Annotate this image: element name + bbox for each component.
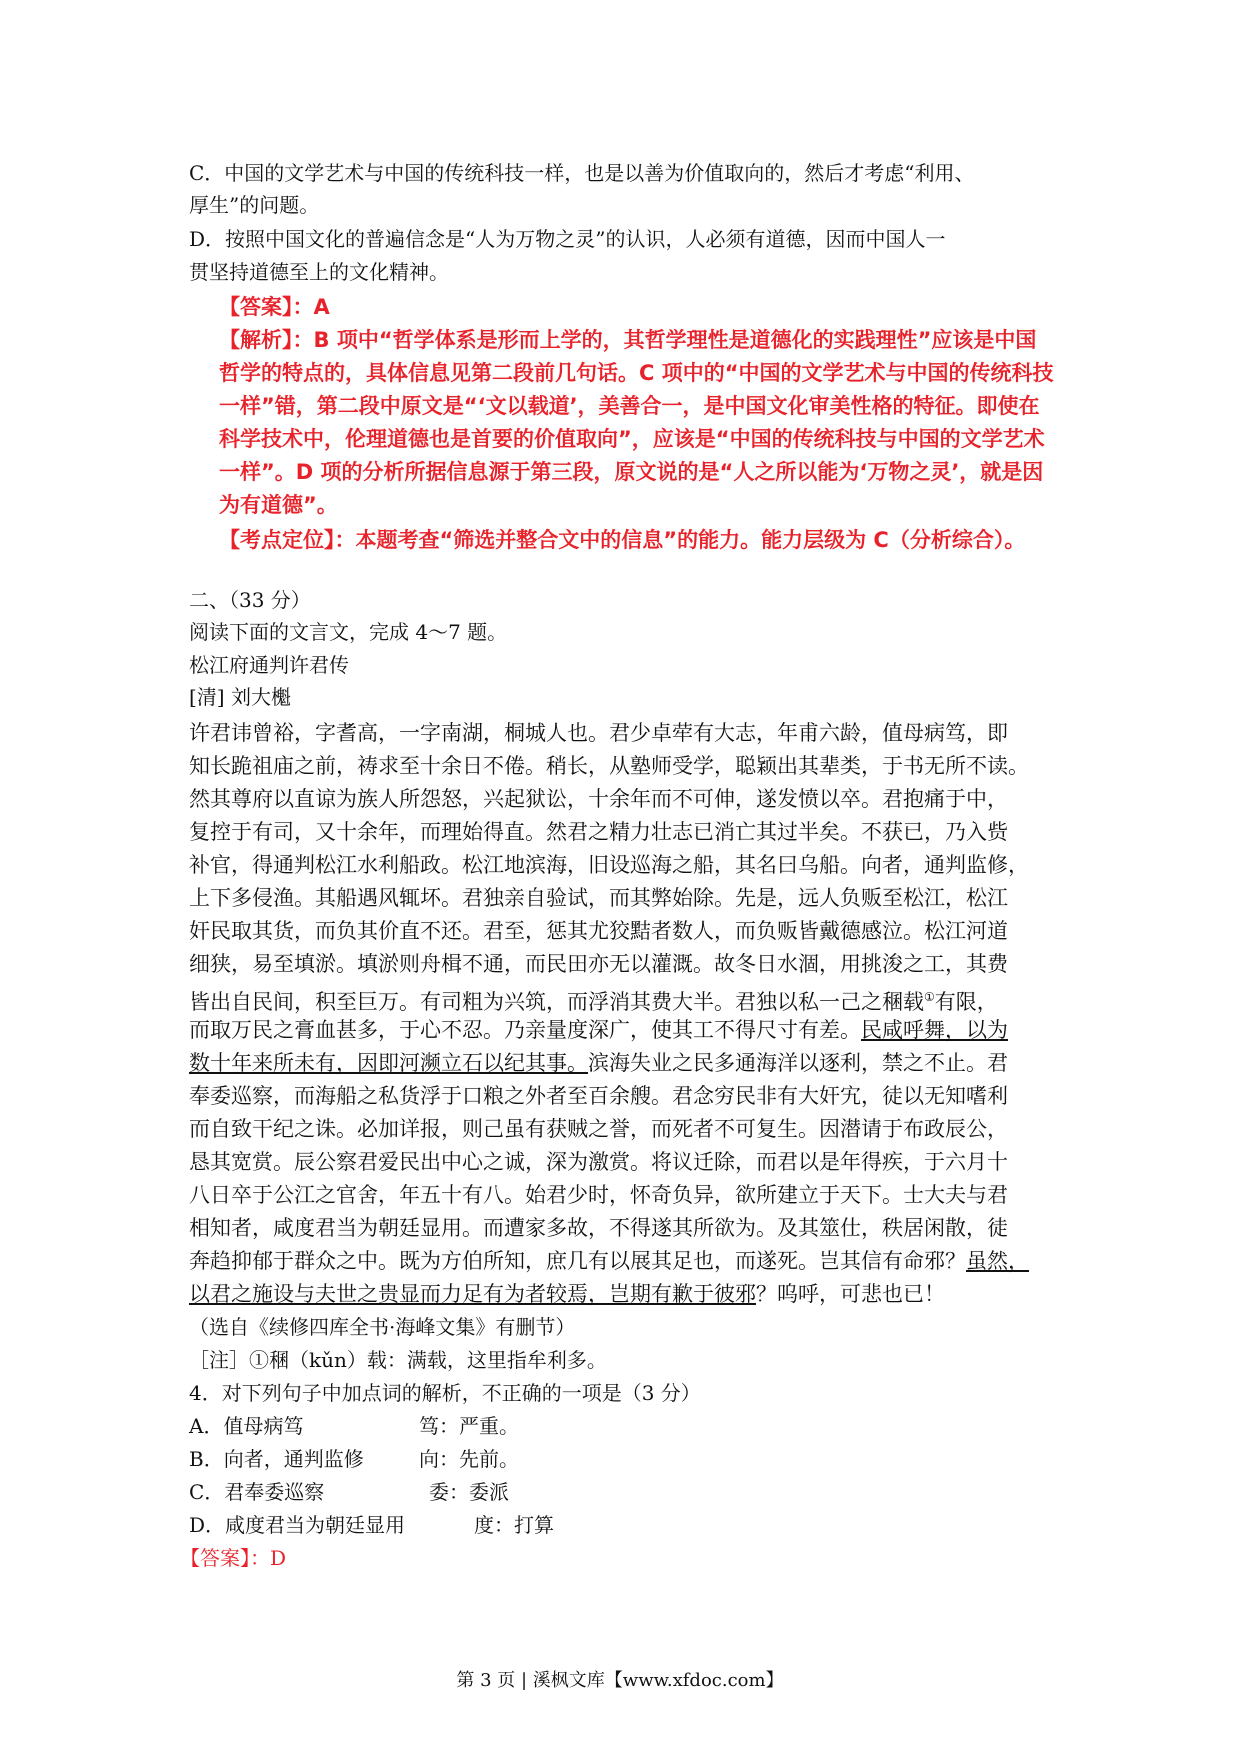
passage-line: 知长跪祖庙之前，祷求至十余日不倦。稍长，从塾师受学，聪颖出其辈类，于书无所不读。 xyxy=(189,754,1029,778)
q4-option-d xyxy=(189,1510,554,1540)
passage-line: 奸民取其货，而负其价直不还。君至，惩其尤狡黠者数人，而负贩皆戴德感泣。松江河道 xyxy=(189,919,1008,943)
footnote-marker: ① xyxy=(924,990,935,1004)
section-heading: 二、（33 分） xyxy=(189,588,311,612)
passage-line: 恳其宽赏。辰公察君爱民出中心之诚，深为激赏。将议迁除，而君以是年得疾，于六月十 xyxy=(189,1150,1008,1174)
section-instruction: 阅读下面的文言文，完成 4～7 题。 xyxy=(189,620,508,644)
passage-line: 上下多侵渔。其船遇风辄坏。君独亲自验试，而其弊始除。先是，远人负贩至松江，松江 xyxy=(189,886,1008,910)
passage-line: 八日卒于公江之官舍，年五十有八。始君少时，怀奇负异，欲所建立于天下。士大夫与君 xyxy=(189,1183,1008,1207)
passage-line: 补官，得通判松江水利船政。松江地滨海，旧设巡海之船，其名曰乌船。向者，通判监修， xyxy=(189,853,1029,877)
passage-title: 松江府通判许君传 xyxy=(189,653,349,677)
passage-line xyxy=(189,1048,1008,1078)
q4-option-a xyxy=(189,1411,519,1441)
passage-source: （选自《续修四库全书·海峰文集》有删节） xyxy=(189,1315,576,1339)
option-gloss: 笃：严重。 xyxy=(419,1414,519,1438)
passage-line xyxy=(189,982,998,1017)
q3-answer xyxy=(219,292,330,322)
q3-option-d-line1: D．按照中国文化的普遍信念是“人为万物之灵”的认识，人必须有道德，因而中国人一 xyxy=(189,227,946,251)
q3-analysis-line3: 一样”错，第二段中原文是“‘文以载道’，美善合一，是中国文化审美性格的特征。即使在 xyxy=(219,394,1040,418)
underlined-sentence: 民咸呼舞，以为 xyxy=(861,1018,1008,1042)
q3-kaodian xyxy=(219,525,1025,555)
answer-label: 【答案】 xyxy=(219,295,293,319)
underlined-sentence: 以君之施设与夫世之贵显而力足有为者较焉，岂期有歉于彼邪 xyxy=(189,1282,756,1306)
passage-note: ［注］①稛（kǔn）载：满载，这里指牟利多。 xyxy=(189,1348,607,1372)
option-sentence: C．君奉委巡察 xyxy=(189,1480,325,1504)
passage-line xyxy=(189,1246,1029,1276)
q3-analysis-line6: 为有道德”。 xyxy=(219,493,338,517)
q4-option-b xyxy=(189,1444,519,1474)
passage-line: 而自致干纪之诛。必加详报，则己虽有获贼之誉，而死者不可复生。因潜请于布政辰公， xyxy=(189,1117,1008,1141)
passage-line: 相知者，咸度君当为朝廷显用。而遭家多故，不得遂其所欲为。及其筮仕，秩居闲散，徒 xyxy=(189,1216,1008,1240)
passage-text: ？呜呼，可悲也已！ xyxy=(756,1282,945,1306)
passage-line: 然其尊府以直谅为族人所怨怒，兴起狱讼，十余年而不可伸，遂发愤以卒。君抱痛于中， xyxy=(189,787,1008,811)
passage-line: 许君讳曾裕，字耆高，一字南湖，桐城人也。君少卓荦有大志，年甫六龄，值母病笃，即 xyxy=(189,721,1008,745)
passage-line: 细狭，易至填淤。填淤则舟楫不通，而民田亦无以灌溉。故冬日水涸，用挑浚之工，其费 xyxy=(189,952,1008,976)
q3-analysis-line1 xyxy=(219,325,1036,355)
passage-text: 奔趋抑郁于群众之中。既为方伯所知，庶几有以展其足也，而遂死。岂其信有命邪？ xyxy=(189,1249,966,1273)
q3-option-c-line1: C．中国的文学艺术与中国的传统科技一样，也是以善为价值取向的，然后才考虑“利用、 xyxy=(189,161,975,185)
option-gloss: 向：先前。 xyxy=(419,1447,519,1471)
passage-line: 奉委巡察，而海船之私货浮于口粮之外者至百余艘。君念穷民非有大奸宄，徒以无知嗜利 xyxy=(189,1084,1008,1108)
answer-value: ：D xyxy=(250,1546,287,1570)
q3-analysis-line4: 科学技术中，伦理道德也是首要的价值取向”，应该是“中国的传统科技与中国的文学艺术 xyxy=(219,427,1045,451)
passage-line xyxy=(189,1279,945,1309)
option-gloss: 委：委派 xyxy=(429,1480,509,1504)
passage-author: [清] 刘大櫆 xyxy=(189,685,291,709)
passage-text: 而取万民之膏血甚多，于心不忍。乃亲量度深广，使其工不得尺寸有差。 xyxy=(189,1018,861,1042)
passage-line xyxy=(189,1015,1008,1045)
page-footer: 第 3 页 | 溪枫文库【www.xfdoc.com】 xyxy=(456,1670,784,1691)
kaodian-label: 【考点定位】 xyxy=(219,528,335,552)
q3-option-c-line2: 厚生”的问题。 xyxy=(189,193,320,217)
option-sentence: B．向者，通判监修 xyxy=(189,1447,364,1471)
q3-option-d-line2: 贯坚持道德至上的文化精神。 xyxy=(189,260,449,284)
analysis-label: 【解析】 xyxy=(219,328,293,352)
q3-analysis-line2: 哲学的特点的，具体信息见第二段前几句话。C 项中的“中国的文学艺术与中国的传统科技 xyxy=(219,361,1054,385)
option-sentence: A．值母病笃 xyxy=(189,1414,304,1438)
answer-value: ：A xyxy=(292,295,330,319)
passage-line: 复控于有司，又十余年，而理始得直。然君之精力壮志已消亡其过半矣。不获已，乃入赀 xyxy=(189,820,1008,844)
q4-answer xyxy=(180,1543,286,1573)
passage-text: 滨海失业之民多通海洋以逐利，禁之不止。君 xyxy=(588,1051,1008,1075)
option-sentence: D．咸度君当为朝廷显用 xyxy=(189,1513,406,1537)
passage-text: 有限， xyxy=(934,990,998,1014)
kaodian-text: ：本题考查“筛选并整合文中的信息”的能力。能力层级为 C（分析综合）。 xyxy=(334,528,1026,552)
passage-text: 皆出自民间，积至巨万。有司粗为兴筑，而浮消其费大半。君独以私一己之稛载 xyxy=(189,990,924,1014)
option-gloss: 度：打算 xyxy=(474,1513,554,1537)
underlined-sentence: 数十年来所未有，因即河濒立石以纪其事。 xyxy=(189,1051,588,1075)
analysis-text: ：B 项中“哲学体系是形而上学的，其哲学理性是道德化的实践理性”应该是中国 xyxy=(292,328,1037,352)
q3-analysis-line5: 一样”。D 项的分析所据信息源于第三段，原文说的是“人之所以能为‘万物之灵’，就是因 xyxy=(219,460,1044,484)
q4-stem: 4．对下列句子中加点词的解析，不正确的一项是（3 分） xyxy=(189,1381,701,1405)
q4-option-c xyxy=(189,1477,509,1507)
underlined-sentence: 虽然， xyxy=(966,1249,1029,1273)
answer-label: 【答案】 xyxy=(180,1546,250,1570)
